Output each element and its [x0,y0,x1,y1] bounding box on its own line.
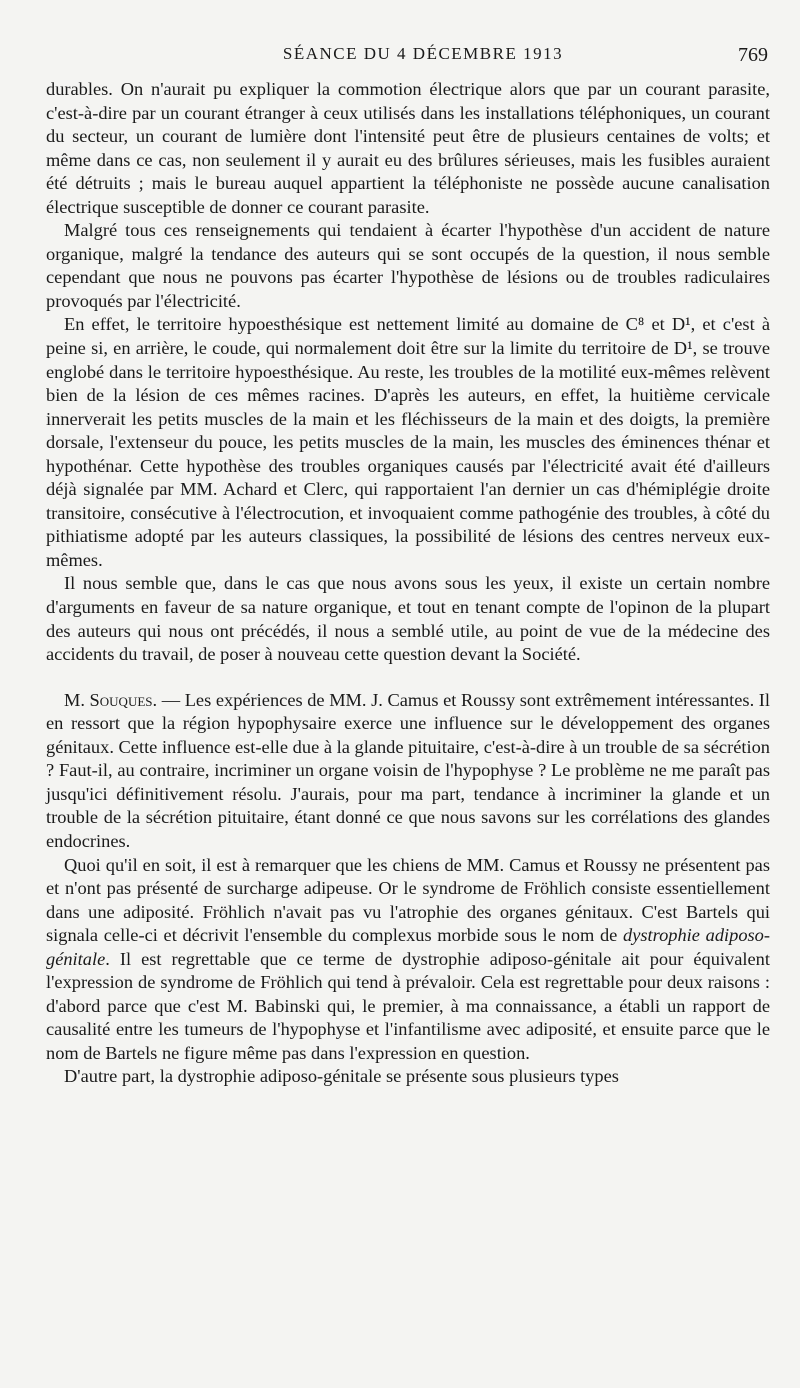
paragraph-souques-bartels [46,854,770,1066]
running-head [46,44,770,78]
italic-term: dystrophie adiposo-génitale [46,925,770,969]
bartels-text-after: . Il est regrettable que ce terme de dystrophie adiposo-génitale ait pour équivalent l'expression de syndrome de Fröhlich qui tend à prévaloir. Cela est regrettable pour deux raisons : d'abord parce que c'est M. Babinski qui, le premier, à ma connaissance, a établi un rapport de causalité entre les tumeurs de l'hypophyse et l'infantilisme avec adiposité, et ensuite parce que le nom de Bartels ne figure même pas dans l'expression en question. [46,948,770,1063]
paragraph-souques-types: D'autre part, la dystrophie adiposo-génitale se présente sous plusieurs types [64,1066,619,1087]
paragraph-souques-intro [46,689,770,854]
paragraph-territory: En effet, le territoire hypoesthésique est nettement limité au domaine de C⁸ et D¹, et c'est à peine si, en arrière, le coude, qui normalement doit être sur la limite du territoire de D¹, se trouve englobé dans le territoire hypoesthésique. Au reste, les troubles de la motilité eux-mêmes relèvent bien de la lésion de ces mêmes racines. D'après les auteurs, en effet, la huitième cervicale innerverait les petits muscles de la main et les fléchisseurs de la main et des doigts, la première dorsale, l'extenseur du pouce, les petits muscles de la main, les muscles des éminences thénar et hypothénar. Cette hypothèse des troubles organiques causés par l'électricité avait été d'ailleurs déjà signalée par MM. Achard et Clerc, qui rapportaient l'an dernier un cas d'hémiplégie droite transitoire, consécutive à l'électrocution, et invoquaient comme pathogénie des troubles, à côté du pithiatisme adopté par les auteurs classiques, la possibilité de lésions des centres nerveux eux-mêmes. [46,314,770,570]
page-number: 769 [738,44,768,66]
paragraph-hypothesis: Malgré tous ces renseignements qui tendaient à écarter l'hypothèse d'un accident de nature organique, malgré la tendance des auteurs qui se sont occupés de la question, il nous semble cependant que nous ne pouvons pas écarter l'hypothèse de lésions ou de troubles radiculaires provoqués par l'électricité. [46,220,770,311]
paragraph-continuation: durables. On n'aurait pu expliquer la commotion électrique alors que par un courant parasite, c'est-à-dire par un courant étranger à ceux utilisés dans les installations téléphoniques, un courant du secteur, un courant de lumière dont l'intensité peut être de plusieurs centaines de volts; et même dans ce cas, non seulement il y aurait eu des brûlures sérieuses, mais les fusibles auraient été détruits ; mais le bureau auquel appartient la téléphoniste ne possède aucune canalisation électrique susceptible de donner ce courant parasite. [46,79,770,217]
paragraph-conclusion: Il nous semble que, dans le cas que nous avons sous les yeux, il existe un certain nombre d'arguments en faveur de sa nature organique, et tout en tenant compte de l'opinon de la plupart des auteurs qui nous ont précédés, il nous a semblé utile, au point de vue de la médecine des accidents du travail, de poser à nouveau cette question devant la Société. [46,573,770,665]
body-text [46,78,770,1089]
souques-intro-text: — Les expériences de MM. J. Camus et Roussy sont extrêmement intéressantes. Il en ressort que la région hypophysaire exerce une influence sur le développement des organes génitaux. Cette influence est-elle due à la glande pituitaire, c'est-à-dire à un trouble de sa sécrétion ? Faut-il, au contraire, incriminer un organe voisin de l'hypophyse ? Le problème ne me paraît pas jusqu'ici définitivement résolu. J'aurais, pour ma part, tendance à incriminer la glande et un trouble de la sécrétion pituitaire, étant donné ce que nous savons sur les corrélations des glandes endocrines. [46,689,770,851]
bartels-text-before: Quoi qu'il en soit, il est à remarquer que les chiens de MM. Camus et Roussy ne présentent pas et n'ont pas présenté de surcharge adipeuse. Or le syndrome de Fröhlich consiste essentiellement dans une adiposité. Fröhlich n'avait pas vu l'atrophie des organes génitaux. C'est Bartels qui signala celle-ci et décrivit l'ensemble du complexus morbide sous le nom de [46,854,770,946]
section-gap [46,667,770,689]
speaker-name: M. Souques. [64,689,158,710]
running-head-title: SÉANCE DU 4 DÉCEMBRE 1913 [282,44,564,63]
